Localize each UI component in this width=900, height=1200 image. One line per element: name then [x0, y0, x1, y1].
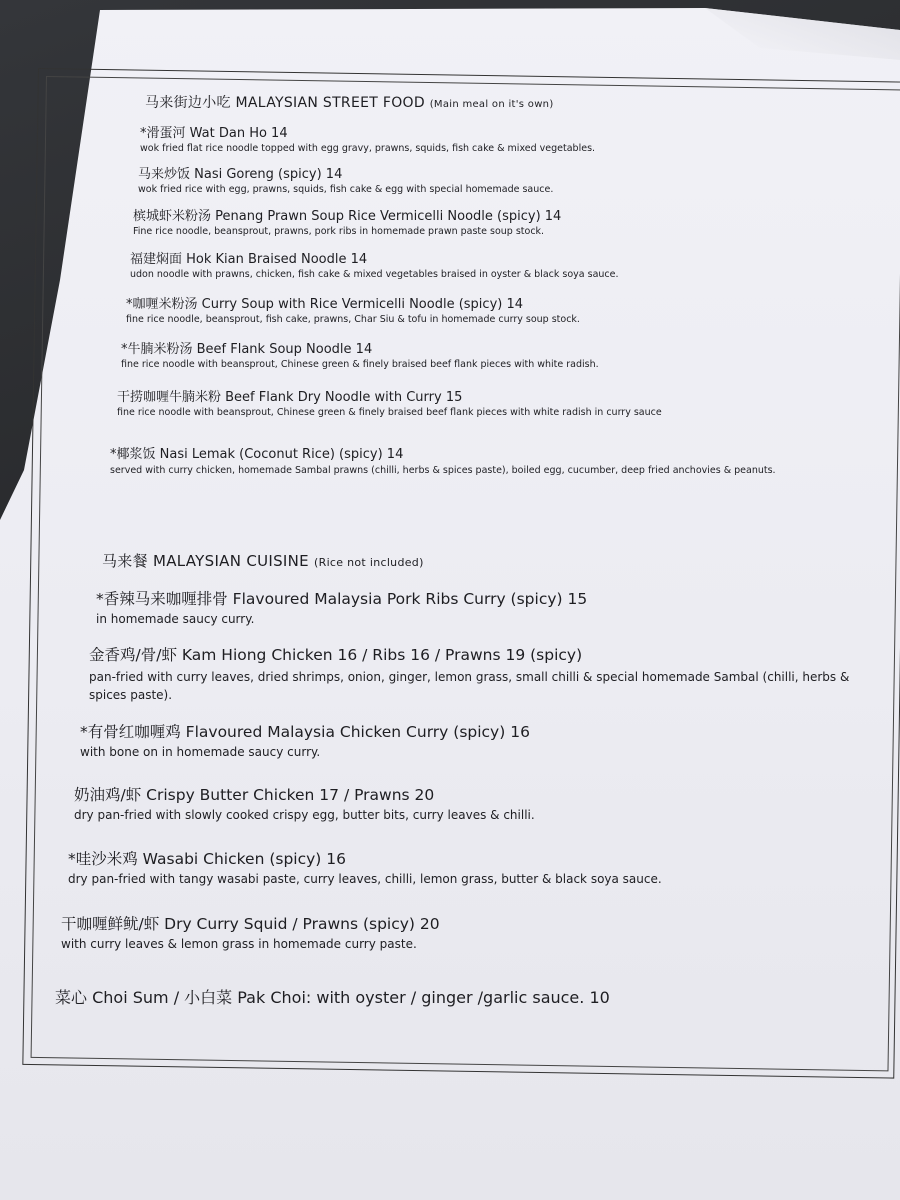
- menu-item-wasabi-chicken: [68, 847, 662, 886]
- menu-item-butter-chicken: [74, 783, 535, 822]
- menu-item-nasi-lemak: [110, 443, 810, 478]
- item-name: *椰浆饭 Nasi Lemak (Coconut Rice) (spicy) 14: [110, 447, 404, 462]
- menu-item-dry-curry-squid: [61, 912, 440, 951]
- menu-item-beef-flank-soup: [121, 338, 599, 370]
- item-description: wok fried flat rice noodle topped with egg gravy, prawns, squids, fish cake & mixed vegetables.: [140, 143, 596, 154]
- item-name: *咖喱米粉汤 Curry Soup with Rice Vermicelli Noodle (spicy) 14: [126, 297, 524, 312]
- item-name: *牛腩米粉汤 Beef Flank Soup Noodle 14: [121, 342, 373, 357]
- item-description: with bone on in homemade saucy curry.: [80, 745, 321, 759]
- menu-item-penang-prawn-soup: [133, 205, 561, 237]
- item-name: 奶油鸡/虾 Crispy Butter Chicken 17 / Prawns 20: [74, 786, 435, 804]
- menu-item-wat-dan-ho: [140, 122, 595, 154]
- item-name: 干捞咖喱牛腩米粉 Beef Flank Dry Noodle with Curry 15: [117, 390, 463, 405]
- street-food-note: (Main meal on it's own): [429, 99, 554, 110]
- menu-item-choi-sum-pak-choi: 菜心 Choi Sum / 小白菜 Pak Choi: with oyster / ginger /garlic sauce. 10: [55, 988, 610, 1007]
- menu-item-pork-ribs-curry: [96, 587, 587, 626]
- item-description: wok fried rice with egg, prawns, squids, fish cake & egg with special homemade sauce.: [138, 184, 554, 195]
- item-description: served with curry chicken, homemade Sambal prawns (chilli, herbs & spices paste), boiled egg, cucumber, deep fried anchovies & peanuts.: [110, 465, 776, 476]
- item-name: 福建焖面 Hok Kian Braised Noodle 14: [130, 252, 368, 267]
- item-description: dry pan-fried with tangy wasabi paste, curry leaves, chilli, lemon grass, butter & black soya sauce.: [68, 872, 662, 886]
- cuisine-note: (Rice not included): [314, 556, 424, 569]
- item-description: with curry leaves & lemon grass in homemade curry paste.: [61, 937, 417, 951]
- item-name: *香辣马来咖喱排骨 Flavoured Malaysia Pork Ribs Curry (spicy) 15: [96, 590, 588, 608]
- street-food-heading: [145, 92, 554, 112]
- item-name: 马来炒饭 Nasi Goreng (spicy) 14: [138, 167, 343, 182]
- cuisine-title: 马来餐 MALAYSIAN CUISINE: [102, 552, 309, 570]
- item-description: udon noodle with prawns, chicken, fish cake & mixed vegetables braised in oyster & black soya sauce.: [130, 269, 619, 280]
- item-name: 槟城虾米粉汤 Penang Prawn Soup Rice Vermicelli Noodle (spicy) 14: [133, 209, 562, 224]
- item-name: 干咖喱鲜鱿/虾 Dry Curry Squid / Prawns (spicy) 20: [61, 915, 440, 933]
- item-description: fine rice noodle with beansprout, Chinese green & finely braised beef flank pieces with white radish.: [121, 359, 599, 370]
- item-name: *哇沙米鸡 Wasabi Chicken (spicy) 16: [68, 850, 347, 868]
- item-name: *滑蛋河 Wat Dan Ho 14: [140, 126, 288, 141]
- item-description: fine rice noodle with beansprout, Chinese green & finely braised beef flank pieces with white radish in curry sauce: [117, 407, 662, 418]
- item-name: 金香鸡/骨/虾 Kam Hiong Chicken 16 / Ribs 16 / Prawns 19 (spicy): [89, 646, 583, 664]
- menu-item-kam-hiong: [89, 643, 879, 704]
- item-description: dry pan-fried with slowly cooked crispy egg, butter bits, curry leaves & chilli.: [74, 808, 535, 822]
- menu-item-nasi-goreng: [138, 163, 553, 195]
- item-description: Fine rice noodle, beansprout, prawns, pork ribs in homemade prawn paste soup stock.: [133, 226, 545, 237]
- item-description: pan-fried with curry leaves, dried shrimps, onion, ginger, lemon grass, small chilli & special homemade Sambal (chilli, herbs & spices paste).: [89, 670, 850, 702]
- item-description: in homemade saucy curry.: [96, 612, 255, 626]
- item-description: fine rice noodle, beansprout, fish cake, prawns, Char Siu & tofu in homemade curry soup stock.: [126, 314, 580, 325]
- street-food-title: 马来街边小吃 MALAYSIAN STREET FOOD: [145, 95, 425, 111]
- menu-item-chicken-curry: [80, 720, 530, 759]
- item-name: *有骨红咖喱鸡 Flavoured Malaysia Chicken Curry (spicy) 16: [80, 723, 530, 741]
- menu-item-curry-soup-noodle: [126, 293, 580, 325]
- cuisine-heading: [102, 550, 424, 571]
- menu-item-hok-kian-noodle: [130, 248, 619, 280]
- menu-item-beef-flank-dry-noodle: [117, 386, 662, 418]
